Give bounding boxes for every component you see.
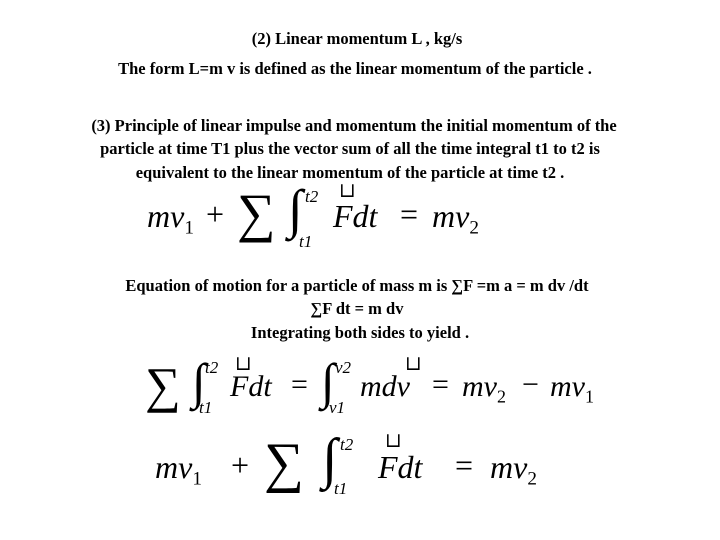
eq3-upper-limit: t2 bbox=[340, 435, 354, 454]
eq1-lower-limit: t1 bbox=[299, 232, 313, 251]
eq2-lower-limit-2: v1 bbox=[329, 398, 346, 417]
derivation-line2: ∑F dt = m dv bbox=[310, 299, 404, 318]
eq2-minus: − bbox=[522, 368, 539, 401]
eq3-integrand: Fdt bbox=[378, 449, 423, 485]
eq1-lhs: $mv_1$ bbox=[147, 198, 194, 239]
eq3-lhs: $mv_1$ bbox=[155, 449, 202, 490]
section3-line3: equivalent to the linear momentum of the particle at time t2 . bbox=[135, 163, 565, 182]
eq2-integral: ∫ bbox=[192, 353, 206, 409]
eq2-lower-limit: t1 bbox=[199, 398, 213, 417]
eq2-integrand-2: mdv bbox=[360, 370, 410, 403]
equation-integration bbox=[0, 350, 720, 430]
eq2-sigma: ∑ bbox=[145, 357, 181, 413]
eq3-rhs: $mv_2$ bbox=[490, 449, 537, 490]
eq2-integral-2: ∫ bbox=[321, 353, 335, 409]
derivation-line3: Integrating both sides to yield . bbox=[250, 323, 470, 342]
eq2-upper-limit-2: v2 bbox=[335, 358, 352, 377]
section2-definition: The form L=m v is defined as the linear momentum of the particle . bbox=[118, 59, 592, 78]
eq2-vector-mark-2: ⊔ bbox=[405, 353, 422, 375]
eq2-integrand: Fdt bbox=[230, 370, 272, 403]
eq3-integral: ∫ bbox=[322, 428, 338, 490]
eq1-upper-limit: t2 bbox=[305, 187, 319, 206]
eq2-rhs-2: $mv_1$ bbox=[550, 370, 594, 407]
equation-impulse-momentum-1 bbox=[0, 180, 720, 260]
eq2-equals: = bbox=[291, 368, 308, 401]
eq3-plus: + bbox=[231, 447, 250, 483]
eq2-upper-limit: t2 bbox=[205, 358, 219, 377]
eq3-equals: = bbox=[455, 447, 474, 483]
eq3-sigma: ∑ bbox=[264, 432, 304, 494]
eq1-equals: = bbox=[400, 196, 419, 232]
eq3-vector-mark: ⊔ bbox=[385, 430, 402, 452]
section3-line1: (3) Principle of linear impulse and momentum the initial momentum of the bbox=[91, 116, 617, 135]
eq1-integral: ∫ bbox=[288, 179, 303, 239]
eq2-rhs: $mv_2$ bbox=[462, 370, 506, 407]
eq1-plus: + bbox=[206, 196, 225, 232]
section2-heading: (2) Linear momentum L , kg/s bbox=[251, 29, 463, 48]
eq1-vector-mark: ⊔ bbox=[339, 180, 356, 202]
eq1-rhs: $mv_2$ bbox=[432, 198, 479, 239]
eq3-lower-limit: t1 bbox=[334, 479, 348, 498]
eq2-equals-2: = bbox=[432, 368, 449, 401]
section3-line2: particle at time T1 plus the vector sum of all the time integral t1 to t2 is bbox=[100, 139, 600, 158]
eq1-sigma: ∑ bbox=[237, 183, 276, 243]
eq1-integrand: Fdt bbox=[333, 198, 378, 234]
derivation-line1: Equation of motion for a particle of mass m is ∑F =m a = m dv /dt bbox=[125, 276, 589, 295]
equation-impulse-momentum-2 bbox=[0, 425, 720, 515]
eq2-vector-mark: ⊔ bbox=[235, 353, 252, 375]
